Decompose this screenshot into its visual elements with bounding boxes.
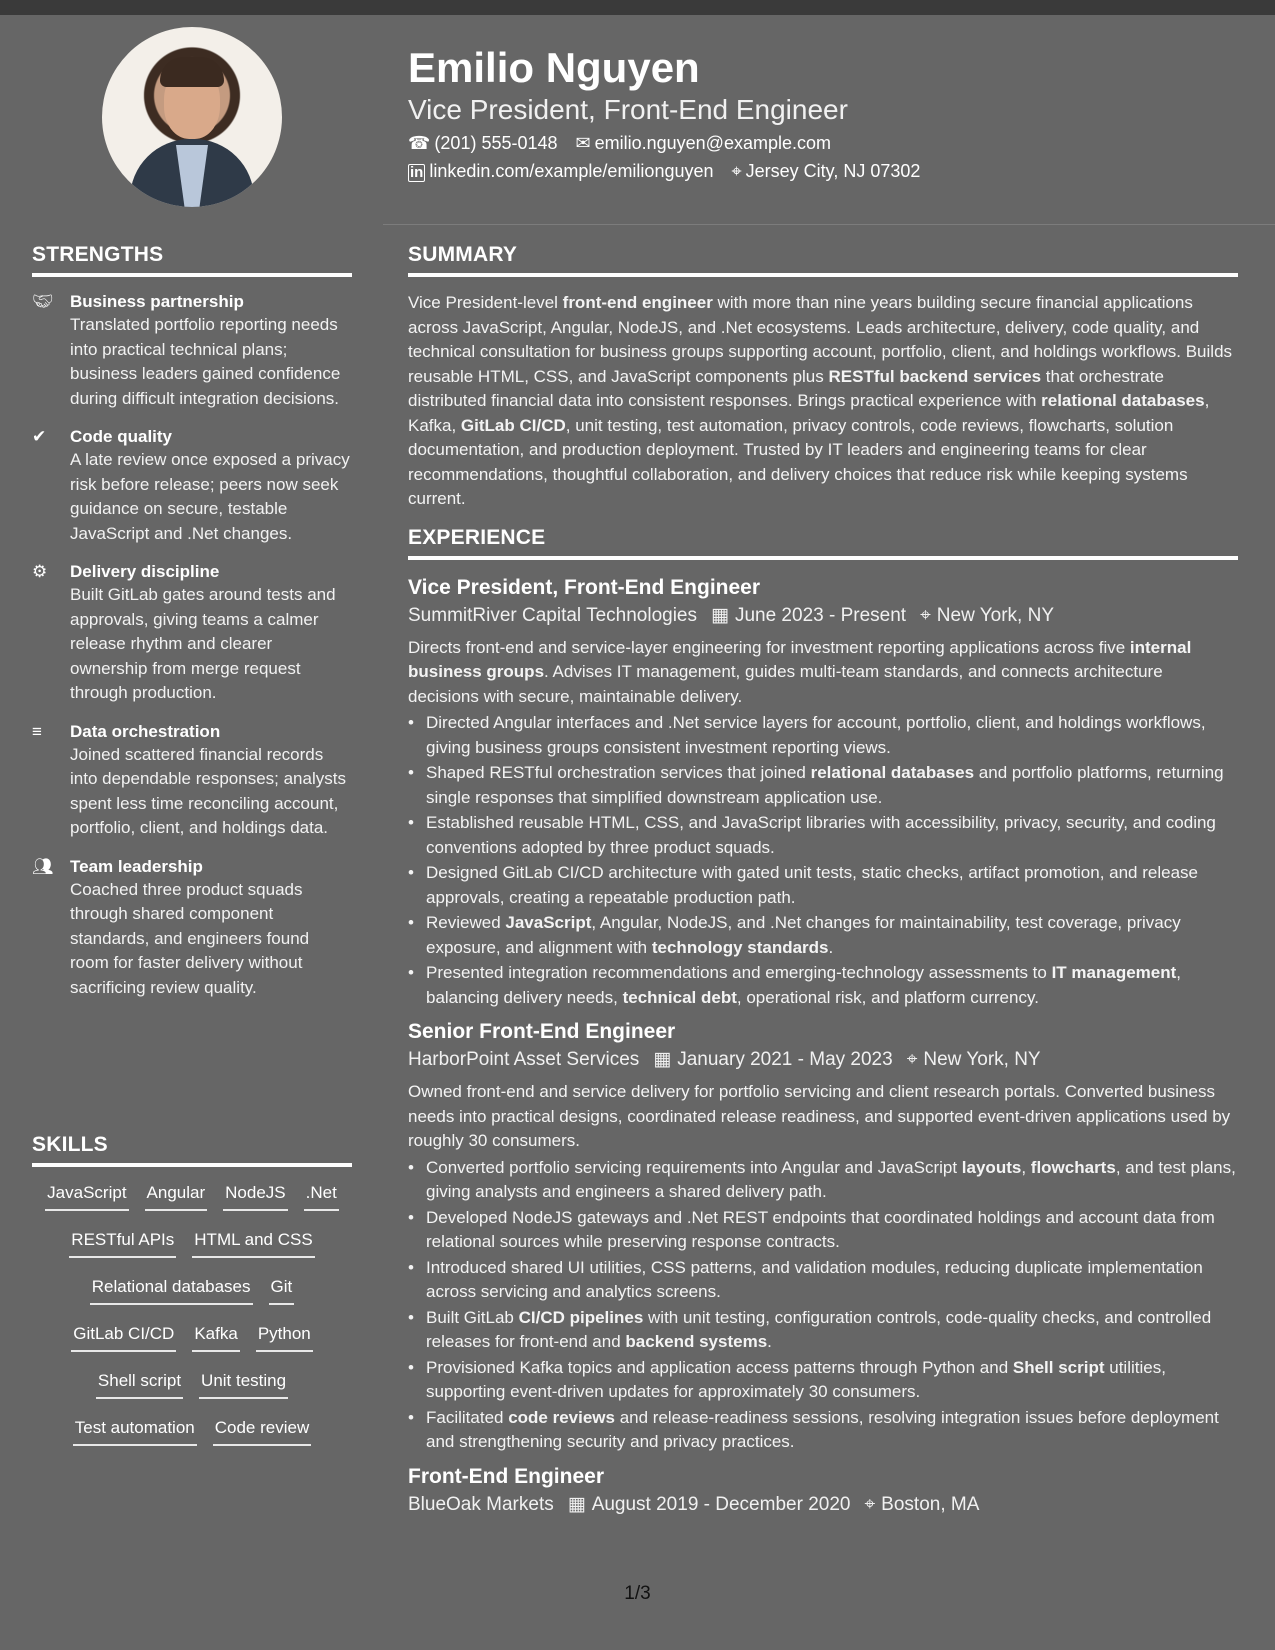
job-bullet: • Provisioned Kafka topics and application access patterns through Python and Shell script utilities, supporting event-driven updates for approximately 30 consumers. — [408, 1356, 1238, 1405]
email-contact[interactable]: ✉ emilio.nguyen@example.com — [575, 133, 831, 153]
skill-tag: Relational databases — [90, 1275, 253, 1305]
resume-page — [0, 15, 1275, 1650]
envelope-icon: ✉ — [575, 133, 591, 153]
strength-title: Team leadership — [70, 856, 203, 876]
database-icon: ≡ — [32, 721, 42, 741]
job-entry — [408, 574, 1238, 1011]
skill-tag: Code review — [213, 1416, 312, 1446]
linkedin-contact[interactable]: in linkedin.com/example/emilionguyen — [410, 161, 714, 181]
gears-icon: ⚙ — [32, 562, 48, 581]
skills-section — [32, 1133, 352, 1463]
skill-tag: NodeJS — [223, 1181, 287, 1211]
candidate-role: Vice President, Front-End Engineer — [408, 94, 848, 125]
skill-tag: HTML and CSS — [192, 1228, 314, 1258]
contact-row-1 — [408, 131, 1238, 155]
job-bullet: • Presented integration recommendations and emerging-technology assessments to IT management, balancing delivery needs, technical debt, operational risk, and platform currency. — [408, 961, 1238, 1010]
job-entry — [408, 1463, 1238, 1519]
contact-row-2 — [408, 159, 1238, 183]
skill-tag: GitLab CI/CD — [71, 1322, 176, 1352]
strength-item — [32, 291, 352, 411]
main-content — [408, 243, 1238, 1525]
location-contact: ⌖ Jersey City, NJ 07302 — [731, 161, 921, 181]
strength-body: Built GitLab gates around tests and approvals, giving teams a calmer release rhythm and clearer ownership from merge request through production. — [70, 585, 336, 702]
skill-tag: Git — [269, 1275, 295, 1305]
strengths-section — [32, 243, 352, 1015]
skills-list — [32, 1181, 352, 1446]
map-pin-icon: ⌖ — [731, 161, 742, 181]
job-bullet: • Shaped RESTful orchestration services that joined relational databases and portfolio platforms, returning single responses that simplified downstream application use. — [408, 761, 1238, 810]
strength-body: Coached three product squads through shared component standards, and engineers found room for faster delivery without sacrificing review quality. — [70, 879, 310, 997]
job-meta — [408, 602, 1238, 630]
job-bullet: • Designed GitLab CI/CD architecture with gated unit tests, static checks, artifact promotion, and release approvals, creating a repeatable production path. — [408, 861, 1238, 910]
job-summary: Owned front-end and service delivery for portfolio servicing and client research portals. Converted business needs into practical designs, coordinated release readiness, and supported event-driven applications used by roughly 30 consumers. — [408, 1082, 1231, 1150]
phone-icon: ☎ — [408, 133, 431, 153]
skill-tag: JavaScript — [45, 1181, 128, 1211]
users-icon: 👥︎ — [32, 856, 54, 876]
skill-tag: Unit testing — [199, 1369, 288, 1399]
calendar-icon: ▦ — [567, 1493, 586, 1515]
handshake-icon: 🤝︎ — [32, 292, 54, 311]
skill-row — [32, 1369, 352, 1399]
job-bullets — [408, 1156, 1238, 1455]
resume-header — [408, 43, 1238, 183]
skill-row — [32, 1228, 352, 1258]
job-dates: ▦ June 2023 - Present — [711, 604, 907, 626]
strength-body: Joined scattered financial records into dependable responses; analysts spent less time reconciling account, portfolio, client, and holdings data. — [70, 744, 346, 837]
job-meta — [408, 1491, 1238, 1519]
strengths-list — [32, 291, 352, 1000]
map-pin-icon: ⌖ — [920, 604, 931, 626]
job-bullet: • Reviewed JavaScript, Angular, NodeJS, and .Net changes for maintainability, test coverage, privacy exposure, and alignment with technology standards. — [408, 911, 1238, 960]
job-meta — [408, 1046, 1238, 1074]
skill-tag: Python — [256, 1322, 313, 1352]
strength-item — [32, 426, 352, 546]
job-entry — [408, 1018, 1238, 1455]
job-title: Senior Front-End Engineer — [408, 1020, 676, 1043]
skill-tag: Test automation — [73, 1416, 197, 1446]
strength-title: Code quality — [70, 427, 173, 446]
job-title: Front-End Engineer — [408, 1464, 604, 1488]
strength-title: Data orchestration — [70, 721, 221, 741]
summary-title: SUMMARY — [408, 243, 1238, 277]
job-dates: ▦ August 2019 - December 2020 — [567, 1493, 851, 1515]
summary-text: Vice President-level front-end engineer with more than nine years building secure financial applications across JavaScript, Angular, NodeJS, and .Net ecosystems. Leads architecture, delivery, code quality, and technical consultation for business groups supporting account, portfolio, client, and holdings workflows. Builds reusable HTML, CSS, and JavaScript components plus RESTful backend services that orchestrate distributed financial data into consistent responses. Brings practical experience with relational databases, Kafka, GitLab CI/CD, unit testing, test automation, privacy controls, code reviews, flowcharts, solution documentation, and production deployment. Trusted by IT leaders and engineering teams for clear recommendations, thoughtful collaboration, and delivery choices that reduce risk while keeping systems current. — [408, 293, 1233, 508]
calendar-icon: ▦ — [711, 604, 729, 626]
experience-section — [408, 526, 1238, 1519]
page-number: 1/3 — [624, 1583, 651, 1604]
top-bar — [0, 0, 1275, 15]
experience-title: EXPERIENCE — [408, 526, 1238, 560]
calendar-icon: ▦ — [653, 1049, 672, 1070]
job-bullet: • Established reusable HTML, CSS, and JavaScript libraries with accessibility, privacy, security, and coding conventions adopted by three product squads. — [408, 811, 1238, 860]
skill-row — [32, 1275, 352, 1305]
job-location: ⌖ New York, NY — [906, 1049, 1041, 1070]
skill-tag: .Net — [304, 1181, 339, 1211]
strength-item — [32, 856, 352, 1001]
job-bullets — [408, 711, 1238, 1010]
strength-item — [32, 561, 352, 706]
strength-title: Business partnership — [70, 292, 244, 311]
company-name: HarborPoint Asset Services — [408, 1049, 640, 1070]
job-bullet: • Introduced shared UI utilities, CSS patterns, and validation modules, reducing duplicate implementation across servicing and analytics screens. — [408, 1256, 1238, 1305]
map-pin-icon: ⌖ — [864, 1493, 876, 1515]
job-location: ⌖ New York, NY — [920, 604, 1055, 626]
skill-row — [32, 1322, 352, 1352]
job-bullet: • Developed NodeJS gateways and .Net REST endpoints that coordinated holdings and account data from relational sources while preserving response contracts. — [408, 1206, 1238, 1255]
linkedin-icon: in — [410, 164, 424, 181]
candidate-name: Emilio Nguyen — [408, 44, 700, 91]
company-name: BlueOak Markets — [408, 1493, 554, 1515]
strength-title: Delivery discipline — [70, 562, 220, 581]
header-divider — [383, 224, 1275, 225]
check-circle-icon: ✔ — [32, 427, 47, 446]
skill-row — [32, 1181, 352, 1211]
job-location: ⌖ Boston, MA — [864, 1493, 980, 1515]
job-bullet: • Facilitated code reviews and release-readiness sessions, resolving integration issues before deployment and strengthening security and privacy practices. — [408, 1406, 1238, 1455]
strengths-title: STRENGTHS — [32, 243, 352, 277]
profile-photo — [102, 27, 282, 207]
skill-tag: Kafka — [192, 1322, 239, 1352]
job-bullet: • Directed Angular interfaces and .Net service layers for account, portfolio, client, and holdings workflows, giving business groups consistent investment reporting views. — [408, 711, 1238, 760]
strength-item — [32, 721, 352, 841]
skill-tag: Angular — [145, 1181, 208, 1211]
skill-row — [32, 1416, 352, 1446]
job-bullet: • Converted portfolio servicing requirements into Angular and JavaScript layouts, flowcharts, and test plans, giving analysts and engineers a shared delivery path. — [408, 1156, 1238, 1205]
strength-body: A late review once exposed a privacy risk before release; peers now seek guidance on secure, testable JavaScript and .Net changes. — [70, 450, 350, 543]
job-list — [408, 574, 1238, 1519]
company-name: SummitRiver Capital Technologies — [408, 604, 697, 626]
strength-body: Translated portfolio reporting needs into practical technical plans; business leaders gained confidence during difficult integration decisions. — [70, 315, 341, 408]
job-dates: ▦ January 2021 - May 2023 — [653, 1049, 893, 1070]
skills-title: SKILLS — [32, 1133, 352, 1167]
skill-tag: Shell script — [96, 1369, 183, 1399]
map-pin-icon: ⌖ — [906, 1049, 918, 1070]
job-bullet: • Built GitLab CI/CD pipelines with unit testing, configuration controls, code-quality checks, and controlled releases for front-end and backend systems. — [408, 1306, 1238, 1355]
phone-contact: ☎ (201) 555-0148 — [408, 133, 558, 153]
skill-tag: RESTful APIs — [69, 1228, 176, 1258]
job-summary: Directs front-end and service-layer engineering for investment reporting applications across five internal business groups. Advises IT management, guides multi-team standards, and connects architecture decisions with secure, maintainable delivery. — [408, 637, 1192, 706]
job-title: Vice President, Front-End Engineer — [408, 575, 761, 599]
